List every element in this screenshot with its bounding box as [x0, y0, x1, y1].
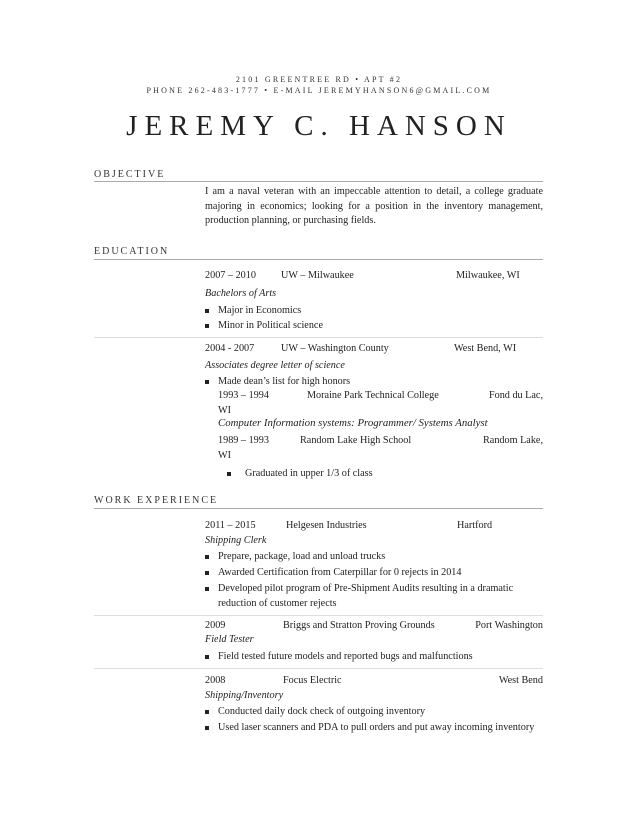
work-heading: WORK EXPERIENCE [94, 495, 219, 506]
bullet-icon [227, 472, 231, 476]
job-dates: 2009 [205, 620, 226, 631]
bullet-icon [205, 324, 209, 328]
job-location: West Bend [498, 675, 543, 686]
education-entry-row [218, 390, 543, 404]
education-location-cont: WI [218, 450, 232, 461]
education-degree: Associates degree letter of science [205, 360, 345, 371]
education-entry-row [205, 270, 543, 284]
bullet-icon [205, 309, 209, 313]
education-school: Random Lake High School [300, 435, 412, 446]
entry-divider [94, 337, 543, 338]
bullet-icon [205, 655, 209, 659]
bullet-icon [205, 571, 209, 575]
job-company: Helgesen Industries [286, 520, 367, 531]
contact-line: PHONE 262-483-1777 • E-MAIL JEREMYHANSON6@GMAIL.COM [146, 86, 492, 95]
job-company: Focus Electric [283, 675, 342, 686]
job-location: Port Washington [475, 620, 543, 631]
job-entry-row [205, 675, 543, 689]
education-dates: 2004 - 2007 [205, 343, 255, 354]
education-location: Milwaukee, WI [456, 270, 520, 281]
list-item: Developed pilot program of Pre-Shipment Audits resulting in a dramatic reduction of customer rejects [205, 582, 543, 612]
education-entry-row [205, 343, 543, 357]
bullet-icon [205, 380, 209, 384]
list-item: Conducted daily dock check of outgoing inventory [205, 705, 543, 720]
education-location: Random Lake, [483, 435, 543, 446]
bullet-icon [205, 726, 209, 730]
education-heading: EDUCATION [94, 246, 170, 257]
list-item: Field tested future models and reported bugs and malfunctions [205, 650, 543, 665]
education-location: Fond du Lac, [488, 390, 543, 401]
job-location: Hartford [457, 520, 493, 531]
list-item: Made dean’s list for high honors [205, 375, 543, 390]
list-item: Major in Economics [205, 304, 543, 319]
education-school: UW – Washington County [281, 343, 389, 354]
list-item: Prepare, package, load and unload trucks [205, 550, 543, 565]
education-dates: 1993 – 1994 [218, 390, 269, 401]
work-rule [94, 508, 543, 509]
objective-heading: OBJECTIVE [94, 169, 166, 180]
job-entry-row [205, 520, 543, 534]
list-item: Graduated in upper 1/3 of class [227, 467, 543, 482]
objective-rule [94, 181, 543, 182]
job-entry-row [205, 620, 543, 634]
education-location-cont: WI [218, 405, 232, 416]
education-school: UW – Milwaukee [281, 270, 354, 281]
education-dates: 1989 – 1993 [218, 435, 269, 446]
education-degree: Bachelors of Arts [205, 288, 277, 299]
entry-divider [94, 668, 543, 669]
education-location: West Bend, WI [454, 343, 517, 354]
list-item: Used laser scanners and PDA to pull orders and put away incoming inventory [205, 721, 543, 751]
education-school: Moraine Park Technical College [307, 390, 439, 401]
job-role: Shipping/Inventory [205, 690, 284, 701]
education-rule [94, 259, 543, 260]
education-degree: Computer Information systems: Programmer/ Systems Analyst [218, 417, 488, 429]
education-dates: 2007 – 2010 [205, 270, 256, 281]
objective-text: I am a naval veteran with an impeccable attention to detail, a college graduate majoring in economics; looking for a position in the inventory management, production planning, or purchasing fields. [205, 186, 543, 226]
job-dates: 2011 – 2015 [205, 520, 256, 531]
job-role: Shipping Clerk [205, 535, 267, 546]
list-item: Minor in Political science [205, 319, 543, 334]
address-line: 2101 GREENTREE RD • APT #2 [235, 75, 403, 84]
job-dates: 2008 [205, 675, 226, 686]
candidate-name: JEREMY C. HANSON [126, 110, 512, 142]
job-company: Briggs and Stratton Proving Grounds [283, 620, 435, 631]
bullet-icon [205, 555, 209, 559]
bullet-icon [205, 587, 209, 591]
entry-divider [94, 615, 543, 616]
education-entry-row [218, 435, 543, 449]
list-item: Awarded Certification from Caterpillar for 0 rejects in 2014 [205, 566, 543, 581]
bullet-icon [205, 710, 209, 714]
job-role: Field Tester [205, 634, 254, 645]
